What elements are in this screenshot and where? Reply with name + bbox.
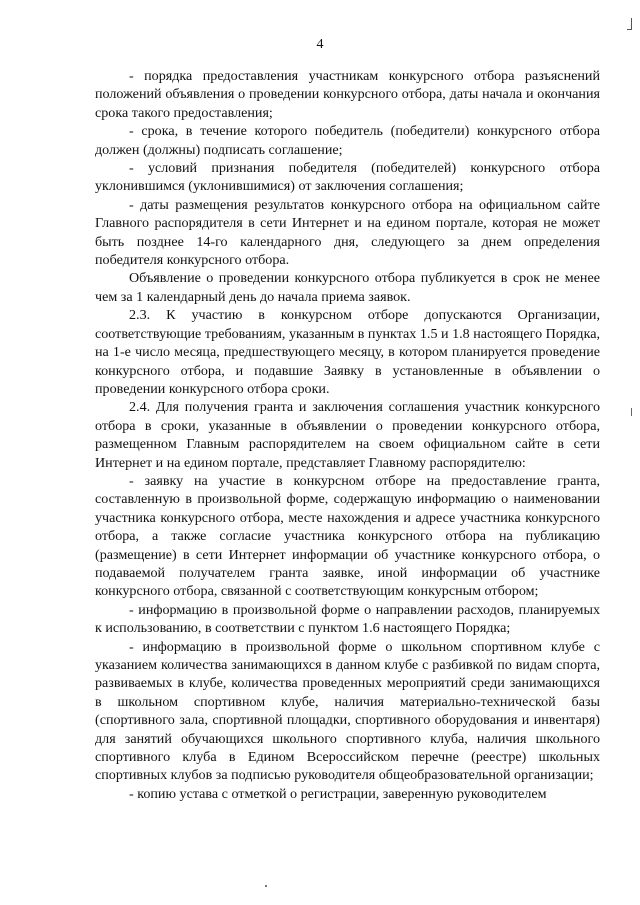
- paragraph: - условий признания победителя (победителей) конкурсного отбора уклонившимся (уклонившимися) от заключения соглашения;: [95, 160, 600, 195]
- paragraph: - даты размещения результатов конкурсного отбора на официальном сайте Главного распорядителя в сети Интернет и на едином портале, которая не может быть позднее 14-го календарного дня, следующего за днем определения победителя конкурсного отбора.: [95, 196, 600, 269]
- paragraph: Объявление о проведении конкурсного отбора публикуется в срок не менее чем за 1 календарный день до начала приема заявок.: [95, 270, 600, 305]
- paragraph: - порядка предоставления участникам конкурсного отбора разъяснений положений объявления о проведении конкурсного отбора, даты начала и окончания срока такого предоставления;: [95, 68, 600, 121]
- paragraph: - заявку на участие в конкурсном отборе на предоставление гранта, составленную в произвольной форме, содержащую информацию о наименовании участника конкурсного отбора, месте нахождения и адресе участника конкурсного отбора, а также согласие участника конкурсного отбора на публикацию (размещение) в сети Интернет информации об участнике конкурсного отбора, о подаваемой получателем гранта заявке, иной информации об участнике конкурсного отбора, связанной с соответствующим конкурсным отбором;: [95, 472, 600, 600]
- paragraph: - срока, в течение которого победитель (победители) конкурсного отбора должен (должны) подписать соглашение;: [95, 123, 600, 158]
- scan-dust-mark: [265, 885, 267, 887]
- scan-corner-mark: [627, 18, 632, 30]
- scan-edge-mark: [631, 408, 632, 416]
- paragraph: 2.3. К участию в конкурсном отборе допускаются Организации, соответствующие требованиям, указанным в пунктах 1.5 и 1.8 настоящего Порядка, на 1-е число месяца, предшествующего месяцу, в котором планируется проведение конкурсного отбора, и подавшие Заявку в установленные в объявлении о проведении конкурсного отбора сроки.: [95, 307, 600, 397]
- paragraph: - копию устава с отметкой о регистрации, заверенную руководителем: [129, 785, 547, 802]
- document-body: [95, 67, 600, 803]
- page-number: 4: [316, 37, 324, 52]
- paragraph: 2.4. Для получения гранта и заключения соглашения участник конкурсного отбора в сроки, указанные в объявлении о проведении конкурсного отбора, размещенном Главным распорядителем на своем официальном сайте в сети Интернет и на едином портале, представляет Главному распорядителю:: [95, 399, 600, 471]
- paragraph: - информацию в произвольной форме о направлении расходов, планируемых к использованию, в соответствии с пунктом 1.6 настоящего Порядка;: [95, 601, 600, 637]
- paragraph: - информацию в произвольной форме о школьном спортивном клубе с указанием количества занимающихся в данном клубе с разбивкой по видам спорта, развиваемых в клубе, количества проведенных мероприятий среди занимающихся в школьном спортивном клубе, наличия материально-технической базы (спортивного зала, спортивной площадки, спортивного оборудования и инвентаря) для занятий обучающихся школьного спортивного клуба, наличия школьного спортивного клуба в Едином Всероссийском перечне (реестре) школьных спортивных клубов за подписью руководителя общеобразовательной организации;: [95, 638, 600, 784]
